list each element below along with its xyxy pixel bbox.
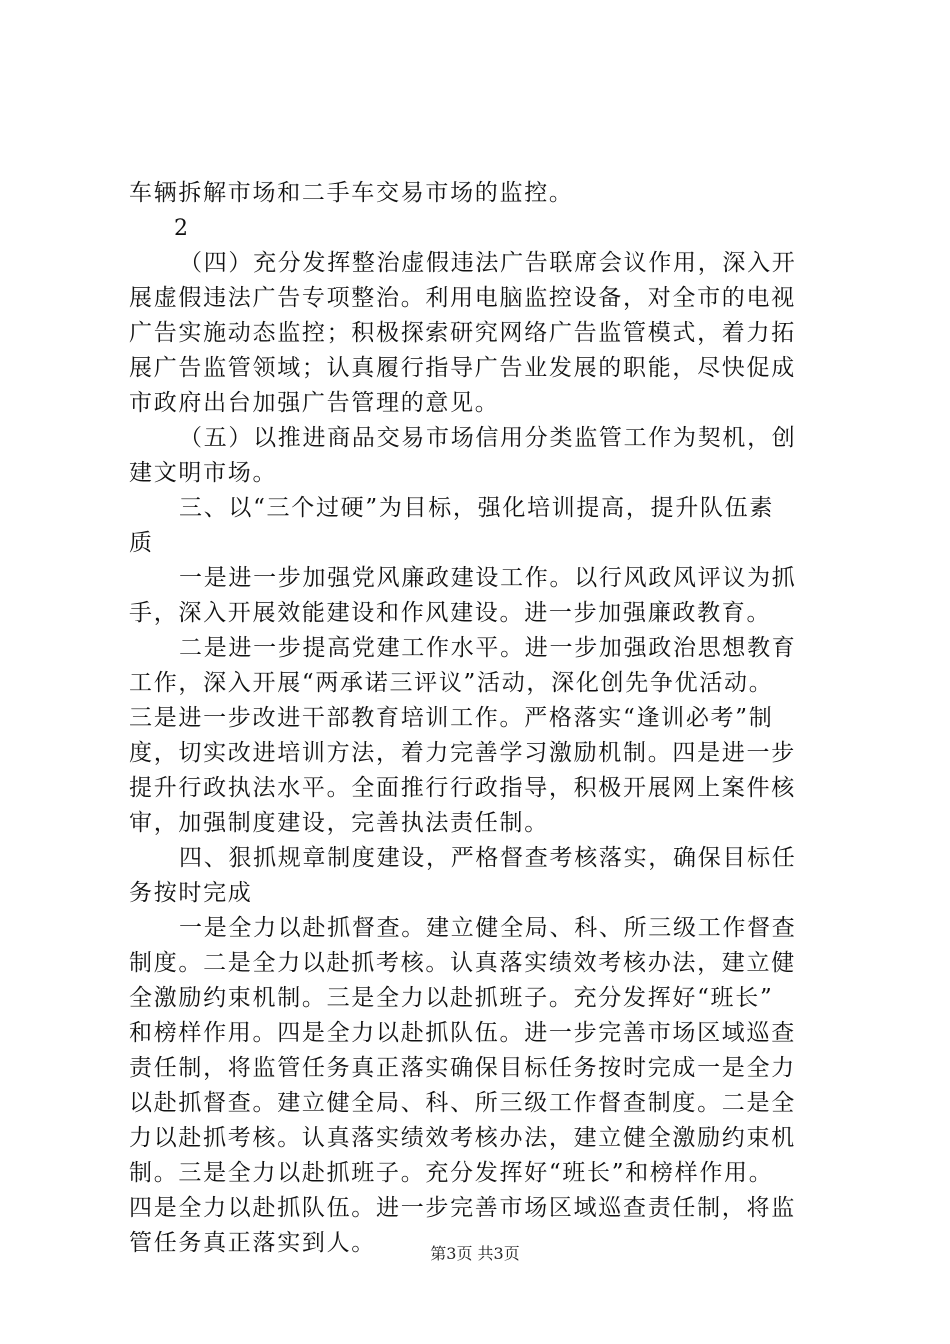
text-line: 审，加强制度建设，完善执法责任制。 bbox=[129, 810, 549, 836]
text-line: 手，深入开展效能建设和作风建设。进一步加强廉政教育。 bbox=[129, 600, 772, 626]
text-line: 管任务真正落实到人。 bbox=[129, 1230, 376, 1256]
text-line: 力以赴抓考核。认真落实绩效考核办法，建立健全激励约束机 bbox=[129, 1125, 796, 1151]
text-line: 制度。二是全力以赴抓考核。认真落实绩效考核办法，建立健 bbox=[129, 950, 796, 976]
text-line: 提升行政执法水平。全面推行行政指导，积极开展网上案件核 bbox=[129, 775, 796, 801]
text-line: 制。三是全力以赴抓班子。充分发挥好“班长”和榜样作用。 bbox=[129, 1160, 774, 1186]
paragraph-start-line: 一是进一步加强党风廉政建设工作。以行风政风评议为抓 bbox=[179, 565, 797, 591]
text-line: 市政府出台加强广告管理的意见。 bbox=[129, 390, 500, 416]
section-heading-line: 三、以“三个过硬”为目标，强化培训提高，提升队伍素 bbox=[179, 495, 775, 521]
paragraph-start-line: （四）充分发挥整治虚假违法广告联席会议作用，深入开 bbox=[179, 250, 797, 276]
document-body bbox=[129, 176, 829, 1261]
text-line: 全激励约束机制。三是全力以赴抓班子。充分发挥好“班长” bbox=[129, 985, 774, 1011]
paragraph-start-line: 一是全力以赴抓督查。建立健全局、科、所三级工作督查 bbox=[179, 915, 797, 941]
inline-page-number: 2 bbox=[174, 216, 190, 241]
section-heading-line: 质 bbox=[129, 530, 154, 556]
text-line: 车辆拆解市场和二手车交易市场的监控。 bbox=[129, 180, 574, 206]
text-line: 展虚假违法广告专项整治。利用电脑监控设备，对全市的电视 bbox=[129, 285, 796, 311]
section-heading-line: 务按时完成 bbox=[129, 880, 253, 906]
section-heading-line: 四、狠抓规章制度建设，严格督查考核落实，确保目标任 bbox=[179, 845, 797, 871]
text-line: 工作，深入开展“两承诺三评议”活动，深化创先争优活动。 bbox=[129, 670, 774, 696]
text-line: 以赴抓督查。建立健全局、科、所三级工作督查制度。二是全 bbox=[129, 1090, 796, 1116]
text-line: 建文明市场。 bbox=[129, 460, 278, 486]
text-line: 和榜样作用。四是全力以赴抓队伍。进一步完善市场区域巡查 bbox=[129, 1020, 796, 1046]
text-line: 度，切实改进培训方法，着力完善学习激励机制。四是进一步 bbox=[129, 740, 796, 766]
text-line: 展广告监管领域；认真履行指导广告业发展的职能，尽快促成 bbox=[129, 355, 796, 381]
text-line: 广告实施动态监控；积极探索研究网络广告监管模式，着力拓 bbox=[129, 320, 796, 346]
text-line: 责任制，将监管任务真正落实确保目标任务按时完成一是全力 bbox=[129, 1055, 796, 1081]
page-footer: 第3页 共3页 bbox=[430, 1244, 520, 1263]
paragraph-start-line: （五）以推进商品交易市场信用分类监管工作为契机，创 bbox=[179, 425, 797, 451]
paragraph-start-line: 二是进一步提高党建工作水平。进一步加强政治思想教育 bbox=[179, 635, 797, 661]
text-line: 三是进一步改进干部教育培训工作。严格落实“逢训必考”制 bbox=[129, 705, 774, 731]
text-line: 四是全力以赴抓队伍。进一步完善市场区域巡查责任制，将监 bbox=[129, 1195, 796, 1221]
